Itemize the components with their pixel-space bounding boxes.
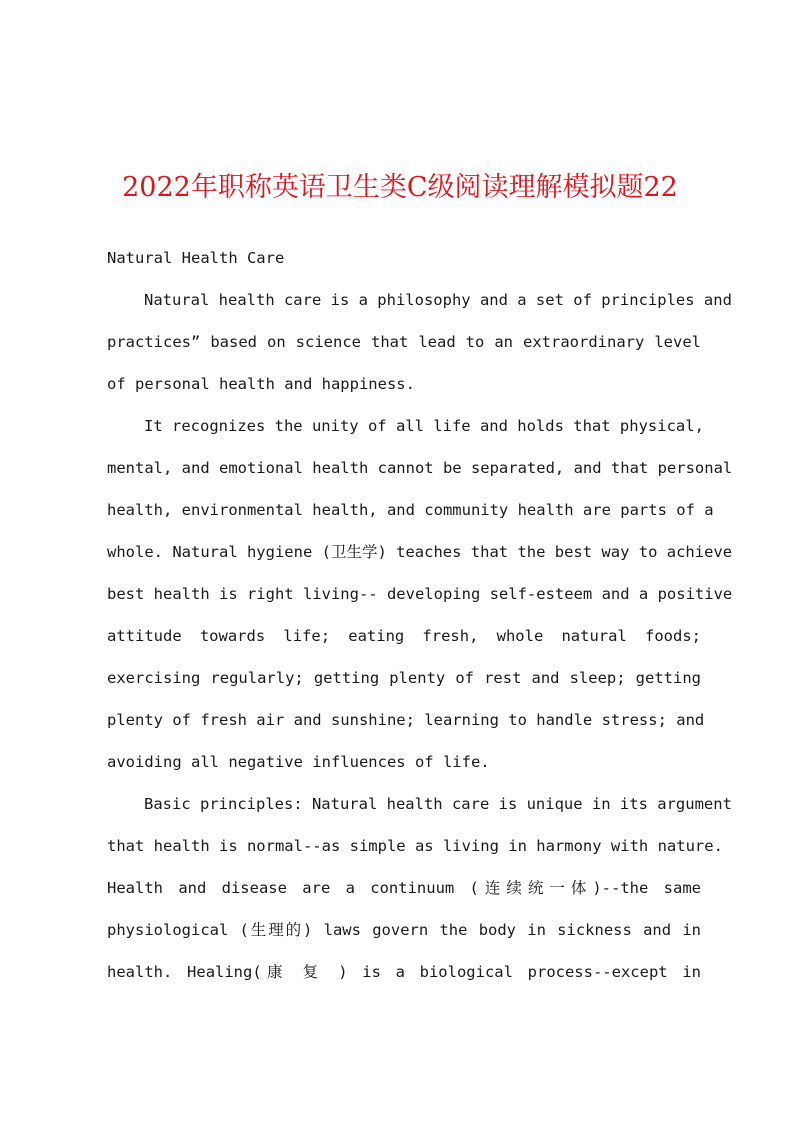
text-line: whole. Natural hygiene (卫生学) teaches that the best way to achieve xyxy=(107,543,733,561)
text-line: of personal health and happiness. xyxy=(107,375,415,393)
document-title: 2022年职称英语卫生类C级阅读理解模拟题22 xyxy=(122,172,678,203)
text-line: avoiding all negative influences of life. xyxy=(107,753,490,771)
text-line: health. Healing(康 复 ) is a biological process--except in xyxy=(107,963,701,981)
text-line: practices” based on science that lead to an extraordinary level xyxy=(107,333,701,351)
text-line: plenty of fresh air and sunshine; learning to handle stress; and xyxy=(107,711,705,729)
document-body xyxy=(107,237,733,993)
text-line: attitude towards life; eating fresh, whole natural foods; xyxy=(107,627,701,645)
text-line: Basic principles: Natural health care is unique in its argument xyxy=(144,795,732,813)
section-heading: Natural Health Care xyxy=(107,249,285,267)
text-line: Health and disease are a continuum (连续统一体)--the same xyxy=(107,879,701,897)
text-line: exercising regularly; getting plenty of rest and sleep; getting xyxy=(107,669,701,687)
text-line: best health is right living-- developing self-esteem and a positive xyxy=(107,585,733,603)
text-line: health, environmental health, and community health are parts of a xyxy=(107,501,714,519)
text-line: that health is normal--as simple as living in harmony with nature. xyxy=(107,837,723,855)
text-line: mental, and emotional health cannot be separated, and that personal xyxy=(107,459,733,477)
text-line: It recognizes the unity of all life and holds that physical, xyxy=(144,417,704,435)
paragraph-lines xyxy=(107,279,733,993)
text-line: physiological (生理的) laws govern the body in sickness and in xyxy=(107,921,701,939)
text-line: Natural health care is a philosophy and a set of principles and xyxy=(144,291,732,309)
